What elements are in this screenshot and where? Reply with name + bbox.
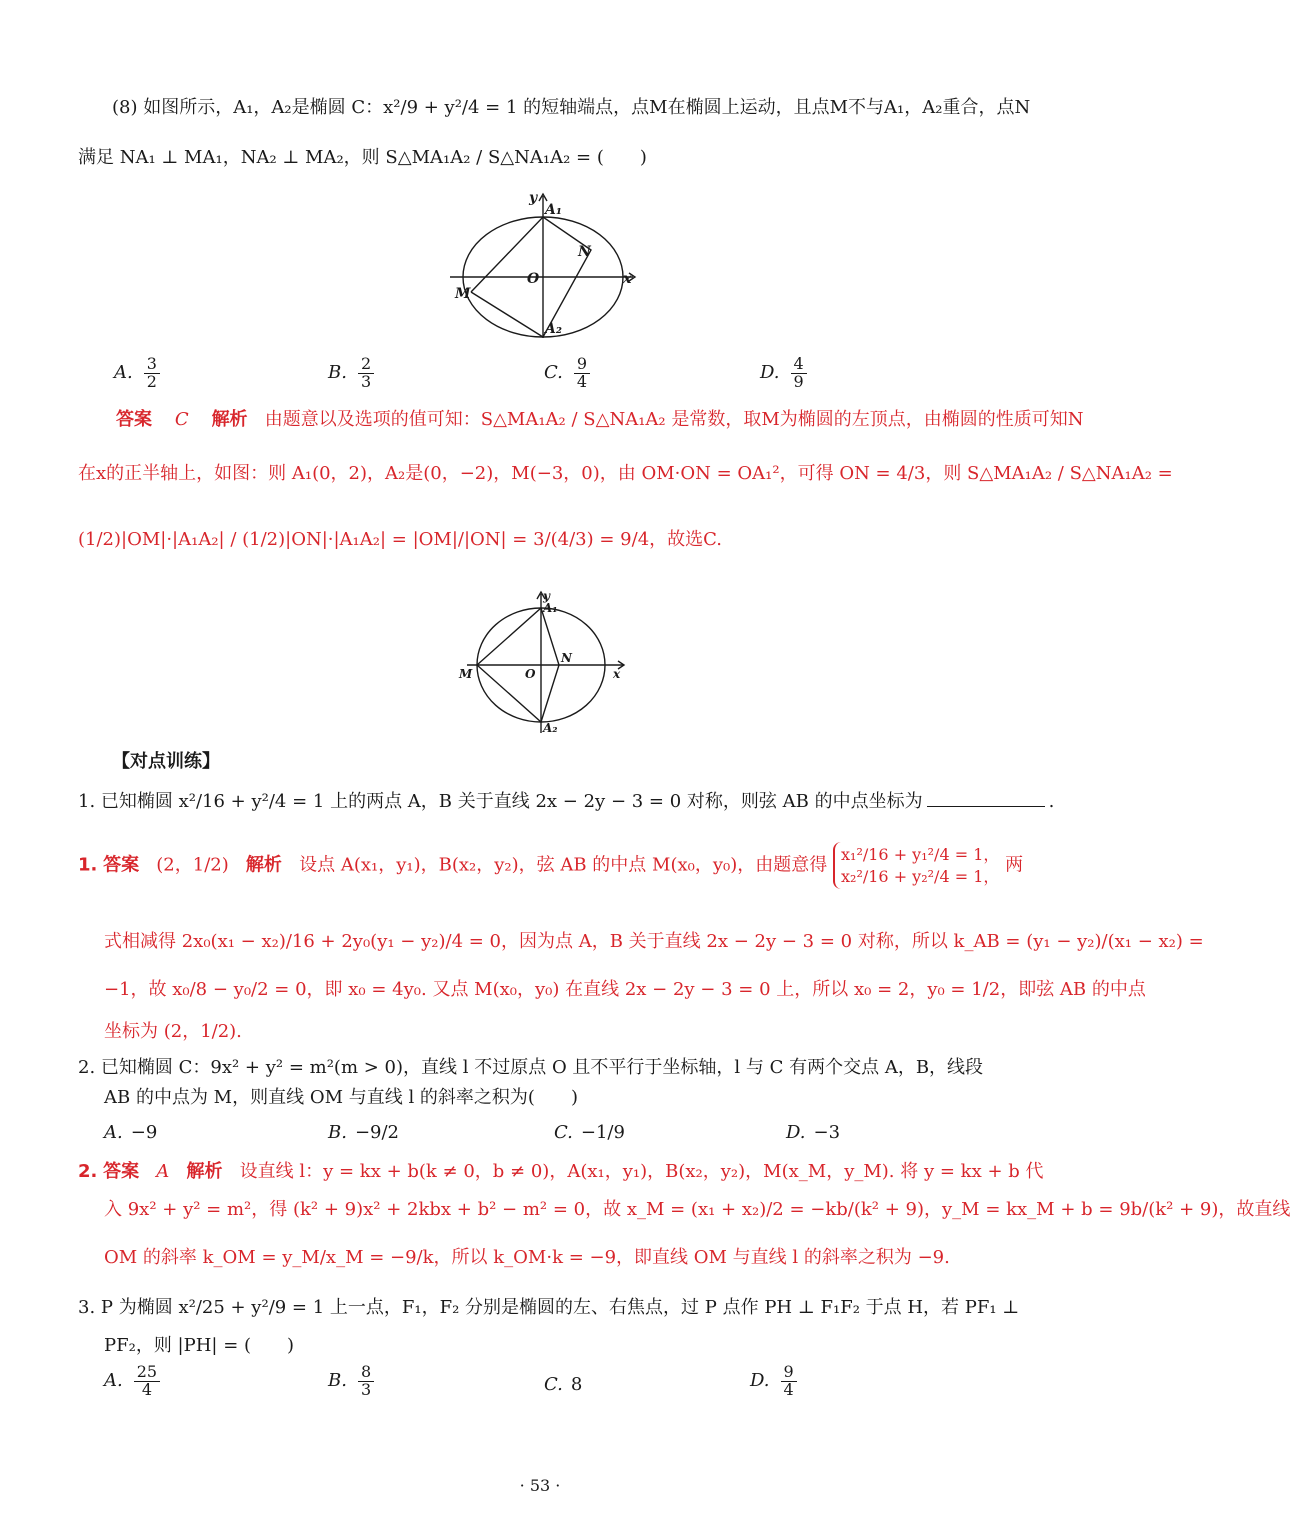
answer-value: (2，1/2) xyxy=(156,854,229,876)
p2-line1: 2. 已知椭圆 C：9x² + y² = m²(m > 0)，直线 l 不过原点 O 且不平行于坐标轴，l 与 C 有两个交点 A，B，线段 xyxy=(78,1057,984,1078)
q8-answer-line3: (1/2)|OM|·|A₁A₂| / (1/2)|ON|·|A₁A₂| = |OM|/|ON| = 3/(4/3) = 9/4，故选C. xyxy=(78,529,722,550)
p3-option-b[interactable]: B. $\frac{8}{3}$ xyxy=(328,1364,377,1399)
fig1-y-label: y xyxy=(529,190,538,206)
p1-line: 1. 已知椭圆 x²/16 + y²/4 = 1 上的两点 A，B 关于直线 2x − 2y − 3 = 0 对称，则弦 AB 的中点坐标为 . xyxy=(78,791,1055,812)
page-number: · 53 · xyxy=(519,1476,561,1495)
p1-answer-line1: 1. 答案 (2，1/2) 解析 设点 A(x₁，y₁)，B(x₂，y₂)，弦 AB 的中点 M(x₀，y₀)，由题意得 x₁²/16 + y₁²/4 = 1， x₂²/16 + y₂²/4 = 1， 两 xyxy=(78,842,1010,916)
p2-answer-line2: 入 9x² + y² = m²，得 (k² + 9)x² + 2kbx + b² − m² = 0，故 x_M = (x₁ + x₂)/2 = −kb/(k² + 9)，y_M = kx_M + b = 9b/(k² + 9)，故直线 xyxy=(104,1199,1290,1220)
q8-line2: 满足 NA₁ ⊥ MA₁，NA₂ ⊥ MA₂，则 S△MA₁A₂ / S△NA₁A₂ = ( ) xyxy=(78,147,647,168)
p2-answer-line3: OM 的斜率 k_OM = y_M/x_M = −9/k，所以 k_OM·k = −9，即直线 OM 与直线 l 的斜率之积为 −9. xyxy=(104,1247,950,1268)
p2-option-c[interactable]: C. −1/9 xyxy=(554,1122,625,1143)
fig2-o-label: O xyxy=(525,667,536,681)
fig2-n-label: N xyxy=(561,651,572,665)
p1-answer-line3: −1，故 x₀/8 − y₀/2 = 0，即 x₀ = 4y₀. 又点 M(x₀，y₀) 在直线 2x − 2y − 3 = 0 上，所以 x₀ = 2，y₀ = 1/2，即弦 AB 的中点 xyxy=(104,979,1146,1000)
q8-option-c[interactable]: C. $\frac{9}{4}$ xyxy=(544,356,593,391)
fig1-x-label: x xyxy=(623,271,632,287)
fig2-y-label: y xyxy=(543,589,550,603)
ellipse-figure-2 xyxy=(455,588,625,738)
p1-answer-line4: 坐标为 (2，1/2). xyxy=(104,1021,242,1042)
equation-system: x₁²/16 + y₁²/4 = 1， x₂²/16 + y₂²/4 = 1， xyxy=(833,842,999,889)
p2-option-d[interactable]: D. −3 xyxy=(786,1122,841,1143)
p2-option-b[interactable]: B. −9/2 xyxy=(328,1122,400,1143)
p1-analysis-text1: 设点 A(x₁，y₁)，B(x₂，y₂)，弦 AB 的中点 M(x₀，y₀)，由题意得 xyxy=(299,854,828,876)
q8-line1: (8) 如图所示，A₁，A₂是椭圆 C：x²/9 + y²/4 = 1 的短轴端点，点M在椭圆上运动，且点M不与A₁，A₂重合，点N xyxy=(112,97,1031,118)
fig1-m-label: M xyxy=(455,286,471,302)
fig2-a2-label: A₂ xyxy=(543,721,558,735)
fig1-a2-label: A₂ xyxy=(545,321,562,337)
fig1-n-label: N xyxy=(578,244,591,260)
q8-answer-line2: 在x的正半轴上，如图：则 A₁(0，2)，A₂是(0，−2)，M(−3，0)，由 OM·ON = OA₁²，可得 ON = 4/3，则 S△MA₁A₂ / S△NA₁A₂ = xyxy=(78,463,1173,484)
q8-answer-line1 xyxy=(116,408,1084,432)
p3-option-d[interactable]: D. $\frac{9}{4}$ xyxy=(750,1364,800,1399)
analysis-label: 解析 xyxy=(211,409,248,430)
analysis-label: 解析 xyxy=(186,1161,223,1182)
fig1-a1-label: A₁ xyxy=(545,202,562,218)
answer-label: 答案 xyxy=(116,409,152,430)
fig2-m-label: M xyxy=(459,667,473,681)
p1-answer-blank[interactable] xyxy=(927,806,1045,807)
answer-label: 答案 xyxy=(103,1161,140,1182)
q8-option-a[interactable]: A. $\frac{3}{2}$ xyxy=(114,356,163,391)
answer-value: A xyxy=(156,1161,170,1182)
p2-line2: AB 的中点为 M，则直线 OM 与直线 l 的斜率之积为( ) xyxy=(104,1087,578,1108)
p3-option-c[interactable]: C. 8 xyxy=(544,1374,583,1395)
p1-answer-line2: 式相减得 2x₀(x₁ − x₂)/16 + 2y₀(y₁ − y₂)/4 = 0，因为点 A，B 关于直线 2x − 2y − 3 = 0 对称，所以 k_AB = (y₁ − y₂)/(x₁ − x₂) = xyxy=(104,931,1204,952)
p1-text: 1. 已知椭圆 x²/16 + y²/4 = 1 上的两点 A，B 关于直线 2x − 2y − 3 = 0 对称，则弦 AB 的中点坐标为 xyxy=(78,791,923,812)
fig1-o-label: O xyxy=(527,271,540,287)
p3-line2: PF₂，则 |PH| = ( ) xyxy=(104,1335,295,1356)
fig2-a1-label: A₁ xyxy=(543,601,558,615)
p3-line1: 3. P 为椭圆 x²/25 + y²/9 = 1 上一点，F₁，F₂ 分别是椭圆的左、右焦点，过 P 点作 PH ⊥ F₁F₂ 于点 H，若 PF₁ ⊥ xyxy=(78,1297,1020,1318)
analysis-label: 解析 xyxy=(245,854,282,876)
section-title: 【对点训练】 xyxy=(112,751,220,772)
p2-answer-line1: 2. 答案 A 解析 设直线 l：y = kx + b(k ≠ 0，b ≠ 0)，A(x₁，y₁)，B(x₂，y₂)，M(x_M，y_M). 将 y = kx + b 代 xyxy=(78,1161,1044,1182)
ellipse-figure-1 xyxy=(445,188,645,343)
q8-option-b[interactable]: B. $\frac{2}{3}$ xyxy=(328,356,377,391)
q8-analysis-text1: 由题意以及选项的值可知：S△MA₁A₂ / S△NA₁A₂ 是常数，取M为椭圆的左顶点，由椭圆的性质可知N xyxy=(264,409,1084,430)
q8-option-d[interactable]: D. $\frac{4}{9}$ xyxy=(760,356,810,391)
p2-option-a[interactable]: A. −9 xyxy=(104,1122,158,1143)
p3-option-a[interactable]: A. $\frac{25}{4}$ xyxy=(104,1364,163,1399)
answer-label: 答案 xyxy=(103,854,140,876)
p2-analysis-text1: 设直线 l：y = kx + b(k ≠ 0，b ≠ 0)，A(x₁，y₁)，B(x₂，y₂)，M(x_M，y_M). 将 y = kx + b 代 xyxy=(239,1161,1044,1182)
answer-value: C xyxy=(174,409,189,430)
fig2-x-label: x xyxy=(613,667,621,681)
